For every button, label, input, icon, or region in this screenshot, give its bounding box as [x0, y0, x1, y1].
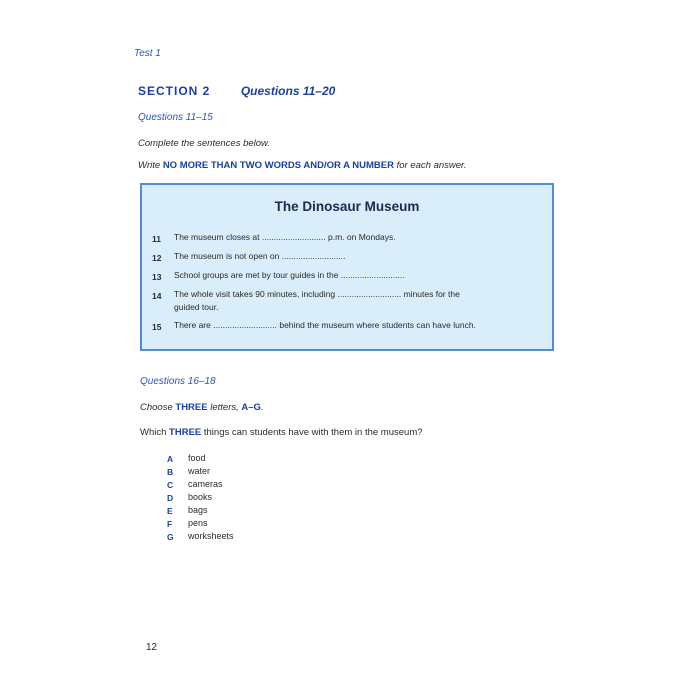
instruction-2-suffix: for each answer. — [393, 160, 467, 171]
question-text-13: School groups are met by tour guides in the ........................... — [174, 270, 405, 280]
part1-heading: Questions 11–15 — [138, 112, 213, 123]
option-text-a: food — [188, 453, 206, 463]
box-title: The Dinosaur Museum — [274, 199, 420, 214]
question-text-14-continued: guided tour. — [174, 302, 219, 312]
part2-question-suffix: things can students have with them in the museum? — [201, 427, 423, 438]
part2-question — [140, 427, 423, 438]
test-label: Test 1 — [134, 48, 161, 59]
part2-instruction-mid: letters, — [207, 402, 242, 413]
option-letter-b: B — [167, 467, 174, 477]
part1-instruction-2 — [138, 160, 467, 171]
section-title: SECTION 2 — [138, 84, 211, 98]
option-text-b: water — [188, 466, 211, 476]
question-text-12: The museum is not open on ........................... — [174, 251, 346, 261]
option-letter-d: D — [167, 493, 174, 503]
part2-instruction-bold: THREE — [175, 402, 208, 413]
question-number-12: 12 — [152, 253, 162, 263]
instruction-2-bold: NO MORE THAN TWO WORDS AND/OR A NUMBER — [162, 160, 394, 171]
question-number-11: 11 — [152, 234, 161, 244]
part2-instruction-suffix: . — [260, 402, 264, 413]
option-text-g: worksheets — [188, 531, 234, 541]
question-text-15: There are ........................... behind the museum where students can have lunch. — [174, 320, 476, 330]
question-number-14: 14 — [152, 291, 162, 301]
option-text-f: pens — [188, 518, 208, 528]
sentence-completion-box — [140, 183, 554, 351]
question-text-11: The museum closes at ........................... p.m. on Mondays. — [174, 232, 396, 242]
question-number-13: 13 — [152, 272, 162, 282]
section-questions-range: Questions 11–20 — [240, 84, 336, 98]
part2-instruction-bold-2: A–G — [241, 402, 261, 413]
option-text-d: books — [188, 492, 213, 502]
part2-question-bold: THREE — [169, 427, 202, 438]
question-number-15: 15 — [152, 322, 162, 332]
part2-instruction — [140, 402, 264, 413]
option-letter-f: F — [167, 519, 173, 529]
page-number: 12 — [146, 642, 158, 653]
part2-instruction-prefix: Choose — [140, 402, 176, 413]
instruction-2-prefix: Write — [138, 160, 163, 171]
option-letter-a: A — [167, 454, 174, 464]
part1-instruction-1: Complete the sentences below. — [138, 138, 271, 149]
part2-heading: Questions 16–18 — [140, 376, 216, 387]
option-letter-e: E — [167, 506, 173, 516]
question-text-14: The whole visit takes 90 minutes, including ........................... minutes for the — [174, 289, 460, 299]
option-text-c: cameras — [188, 479, 223, 489]
section-header — [138, 82, 335, 100]
option-letter-c: C — [167, 480, 174, 490]
option-text-e: bags — [188, 505, 208, 515]
part2-question-prefix: Which — [140, 427, 170, 438]
option-letter-g: G — [167, 532, 174, 542]
